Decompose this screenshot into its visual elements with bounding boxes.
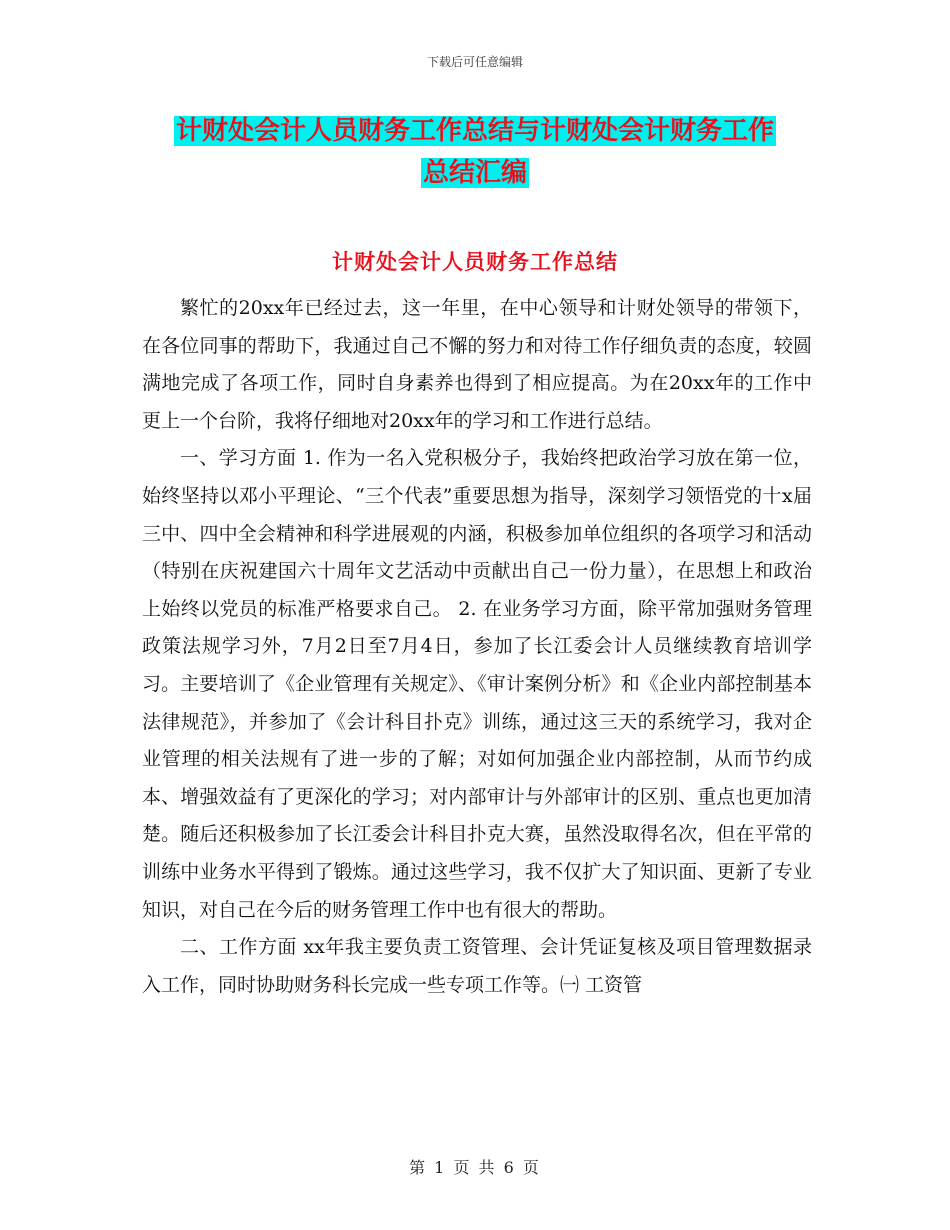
page-number: 第 1 页 共 6 页 xyxy=(409,1158,541,1177)
title-line-1: 计财处会计人员财务工作总结与计财处会计财务工作 xyxy=(175,116,774,146)
paragraph-work: 二、工作方面 xx年我主要负责工资管理、会计凭证复核及项目管理数据录入工作，同时协助财务科长完成一些专项工作等。㈠ 工资管 xyxy=(142,936,812,996)
document-title xyxy=(140,110,810,194)
paragraph-study: 一、学习方面 1. 作为一名入党积极分子，我始终把政治学习放在第一位，始终坚持以邓小平理论、“三个代表”重要思想为指导，深刻学习领悟党的十x届三中、四中全会精神和科学进展观的内涵，积极参加单位组织的各项学习和活动（特别在庆祝建国六十周年文艺活动中贡献出自己一份力量），在思想上和政治上始终以党员的标准严格要求自己。 2. 在业务学习方面，除平常加强财务管理政策法规学习外，7月2日至7月4日，参加了长江委会计人员继续教育培训学习。主要培训了《企业管理有关规定》、《审计案例分析》和《企业内部控制基本法律规范》，并参加了《会计科目扑克》训练，通过这三天的系统学习，我对企业管理的相关法规有了进一步的了解；对如何加强企业内部控制，从而节约成本、增强效益有了更深化的学习；对内部审计与外部审计的区别、重点也更加清楚。随后还积极参加了长江委会计科目扑克大赛，虽然没取得名次，但在平常的训练中业务水平得到了锻炼。通过这些学习，我不仅扩大了知识面、更新了专业知识，对自己在今后的财务管理工作中也有很大的帮助。 xyxy=(142,447,812,921)
page-header-note: 下载后可任意编辑 xyxy=(426,55,523,69)
title-line-2: 总结汇编 xyxy=(422,158,527,188)
paragraph-intro: 繁忙的20xx年已经过去，这一年里，在中心领导和计财处领导的带领下，在各位同事的帮助下，我通过自己不懈的努力和对待工作仔细负责的态度，较圆满地完成了各项工作，同时自身素养也得到了相应提高。为在20xx年的工作中更上一个台阶，我将仔细地对20xx年的学习和工作进行总结。 xyxy=(142,297,812,432)
section-title: 计财处会计人员财务工作总结 xyxy=(332,250,618,274)
document-body xyxy=(142,290,812,1004)
